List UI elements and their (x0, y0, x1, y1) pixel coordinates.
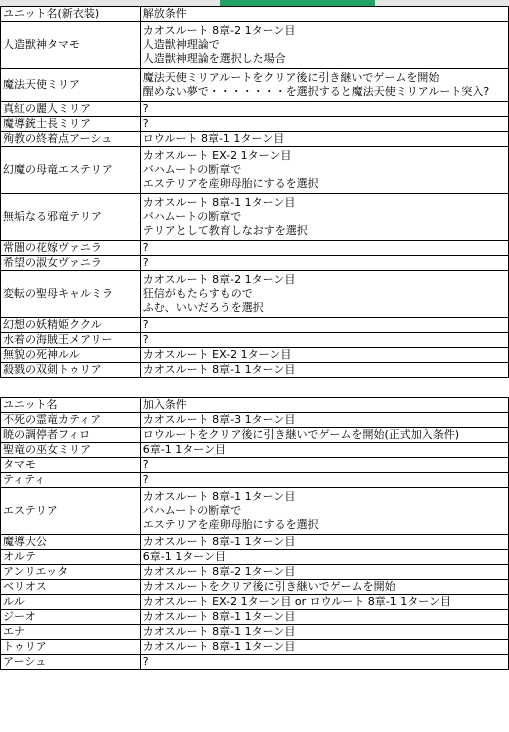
unit-name-cell[interactable]: ルル (1, 595, 141, 610)
condition-line: ふむ、いいだろうを選択 (142, 301, 264, 314)
condition-cell[interactable] (140, 655, 508, 670)
condition-cell[interactable] (140, 535, 508, 550)
unit-name-cell[interactable]: ベリオス (1, 580, 141, 595)
unit-name-cell[interactable]: 無垢なる邪竜テリア (1, 194, 141, 241)
unit-name-cell[interactable]: ジーオ (1, 610, 141, 625)
empty-cell[interactable] (1, 378, 141, 398)
condition-cell[interactable] (140, 640, 508, 655)
condition-cell[interactable] (140, 413, 508, 428)
table-row (1, 256, 509, 271)
unit-name-cell[interactable]: 不死の霊竜カティア (1, 413, 141, 428)
unit-name-cell[interactable]: ティティ (1, 473, 141, 488)
empty-spacer-row (1, 378, 509, 398)
table-row (1, 318, 509, 333)
condition-cell[interactable] (140, 318, 508, 333)
table-row (1, 69, 509, 102)
condition-line: カオスルート 8章-1 1ターン目 (142, 535, 296, 548)
condition-line: ? (142, 458, 149, 471)
header-unit-name-cell[interactable]: ユニット名 (1, 398, 141, 413)
unit-name-cell[interactable]: エステリア (1, 488, 141, 535)
condition-line: カオスルートをクリア後に引き継いでゲームを開始 (142, 580, 396, 593)
condition-line: ? (142, 256, 149, 269)
condition-line: 6章-1 1ターン目 (142, 443, 227, 456)
table-row (1, 610, 509, 625)
condition-line: テリアとして教育しなおすを選択 (142, 224, 308, 237)
table-row (1, 132, 509, 147)
unit-name-cell[interactable]: トゥリア (1, 640, 141, 655)
unit-name-cell[interactable]: 希望の淑女ヴァニラ (1, 256, 141, 271)
condition-line: ロウルート 8章-1 1ターン目 (142, 132, 285, 145)
condition-cell[interactable] (140, 580, 508, 595)
unit-name-cell[interactable]: 幻魔の母竜エステリア (1, 147, 141, 194)
condition-line: カオスルート EX-2 1ターン目 or ロウルート 8章-1 1ターン目 (142, 595, 452, 608)
condition-cell[interactable] (140, 132, 508, 147)
table-row (1, 413, 509, 428)
unit-name-cell[interactable]: 変転の聖母キャルミラ (1, 271, 141, 318)
unit-name-cell[interactable]: 魔導大公 (1, 535, 141, 550)
condition-cell[interactable] (140, 22, 508, 69)
table-row (1, 443, 509, 458)
condition-line: カオスルート 8章-1 1ターン目 (142, 363, 296, 376)
unit-name-cell[interactable]: アンリエッタ (1, 565, 141, 580)
condition-line: 人造獣神理論で (142, 38, 220, 51)
unit-name-cell[interactable]: 幻想の妖精姫ククル (1, 318, 141, 333)
condition-cell[interactable] (140, 610, 508, 625)
condition-cell[interactable] (140, 333, 508, 348)
table-row (1, 241, 509, 256)
table-row (1, 333, 509, 348)
table-row (1, 194, 509, 241)
condition-line: ? (142, 241, 149, 254)
condition-line: 狂信がもたらすもので (142, 287, 253, 300)
unit-name-cell[interactable]: 魔法天使ミリア (1, 69, 141, 102)
unit-name-cell[interactable]: 殉教の終着点アーシュ (1, 132, 141, 147)
table-row (1, 271, 509, 318)
condition-cell[interactable] (140, 69, 508, 102)
table-row (1, 363, 509, 378)
condition-line: ? (142, 473, 149, 486)
table-row (1, 565, 509, 580)
unit-name-cell[interactable]: 暁の調停者フィロ (1, 428, 141, 443)
table-row (1, 535, 509, 550)
condition-line: カオスルート 8章-1 1ターン目 (142, 196, 296, 209)
unit-name-cell[interactable]: 魔導銃士長ミリア (1, 117, 141, 132)
condition-cell[interactable] (140, 256, 508, 271)
table-row (1, 348, 509, 363)
unit-name-cell[interactable]: オルテ (1, 550, 141, 565)
condition-cell[interactable] (140, 443, 508, 458)
condition-line: ? (142, 117, 149, 130)
condition-cell[interactable] (140, 117, 508, 132)
unit-name-cell[interactable]: 殺戮の双剣トゥリア (1, 363, 141, 378)
condition-line: 6章-1 1ターン目 (142, 550, 227, 563)
header-condition-cell[interactable]: 解放条件 (140, 7, 508, 22)
condition-cell[interactable] (140, 194, 508, 241)
table-header-row (1, 398, 509, 413)
table-row (1, 22, 509, 69)
table-row (1, 428, 509, 443)
table-row (1, 550, 509, 565)
condition-line: バハムートの断章で (142, 504, 242, 517)
condition-line: カオスルート 8章-1 1ターン目 (142, 610, 296, 623)
condition-cell[interactable] (140, 595, 508, 610)
table-row (1, 580, 509, 595)
condition-line: ? (142, 655, 149, 668)
unit-name-cell[interactable]: タマモ (1, 458, 141, 473)
condition-cell[interactable] (140, 625, 508, 640)
condition-line: カオスルート 8章-2 1ターン目 (142, 565, 296, 578)
condition-line: カオスルート EX-2 1ターン目 (142, 149, 292, 162)
condition-cell[interactable] (140, 147, 508, 194)
condition-line: ロウルートをクリア後に引き継いでゲームを開始(正式加入条件) (142, 428, 460, 441)
table-row (1, 458, 509, 473)
unit-name-cell[interactable]: 水着の海賊王メアリー (1, 333, 141, 348)
unit-table (0, 6, 509, 670)
table-row (1, 488, 509, 535)
condition-line: ? (142, 102, 149, 115)
condition-line: バハムートの断章で (142, 163, 242, 176)
empty-cell[interactable] (140, 378, 508, 398)
condition-line: エステリアを産卵母胎にするを選択 (142, 177, 319, 190)
table-row (1, 640, 509, 655)
condition-line: カオスルート EX-2 1ターン目 (142, 348, 292, 361)
condition-line: カオスルート 8章-2 1ターン目 (142, 24, 296, 37)
condition-line: ? (142, 318, 149, 331)
condition-cell[interactable] (140, 428, 508, 443)
condition-line: バハムートの断章で (142, 210, 242, 223)
condition-line: カオスルート 8章-2 1ターン目 (142, 273, 296, 286)
table-row (1, 625, 509, 640)
condition-cell[interactable] (140, 271, 508, 318)
unit-name-cell[interactable]: 聖竜の巫女ミリア (1, 443, 141, 458)
header-unit-name-cell[interactable]: ユニット名(新衣装) (1, 7, 141, 22)
condition-line: エステリアを産卵母胎にするを選択 (142, 518, 319, 531)
condition-line: ? (142, 333, 149, 346)
header-condition-cell[interactable]: 加入条件 (140, 398, 508, 413)
condition-cell[interactable] (140, 241, 508, 256)
condition-line: カオスルート 8章-1 1ターン目 (142, 490, 296, 503)
condition-cell[interactable] (140, 473, 508, 488)
table-row (1, 473, 509, 488)
condition-line: 醒めない夢で・・・・・・・を選択すると魔法天使ミリアルート突入? (142, 85, 490, 98)
condition-line: カオスルート 8章-1 1ターン目 (142, 640, 296, 653)
unit-name-cell[interactable]: エナ (1, 625, 141, 640)
condition-line: 人造獣神理論を選択した場合 (142, 52, 286, 65)
condition-cell[interactable] (140, 565, 508, 580)
condition-cell[interactable] (140, 348, 508, 363)
table-row (1, 655, 509, 670)
condition-line: 魔法天使ミリアルートをクリア後に引き継いでゲームを開始 (142, 71, 440, 84)
unit-name-cell[interactable]: 常闇の花嫁ヴァニラ (1, 241, 141, 256)
condition-cell[interactable] (140, 488, 508, 535)
condition-cell[interactable] (140, 363, 508, 378)
table-row (1, 102, 509, 117)
unit-name-cell[interactable]: 無貌の死神ルル (1, 348, 141, 363)
table-row (1, 595, 509, 610)
table-header-row (1, 7, 509, 22)
condition-cell[interactable] (140, 102, 508, 117)
table-row (1, 117, 509, 132)
table-row (1, 147, 509, 194)
condition-line: カオスルート 8章-3 1ターン目 (142, 413, 296, 426)
condition-cell[interactable] (140, 458, 508, 473)
condition-cell[interactable] (140, 550, 508, 565)
unit-name-cell[interactable]: アーシュ (1, 655, 141, 670)
unit-name-cell[interactable]: 人造獣神タマモ (1, 22, 141, 69)
condition-line: カオスルート 8章-1 1ターン目 (142, 625, 296, 638)
unit-name-cell[interactable]: 真紅の麗人ミリア (1, 102, 141, 117)
